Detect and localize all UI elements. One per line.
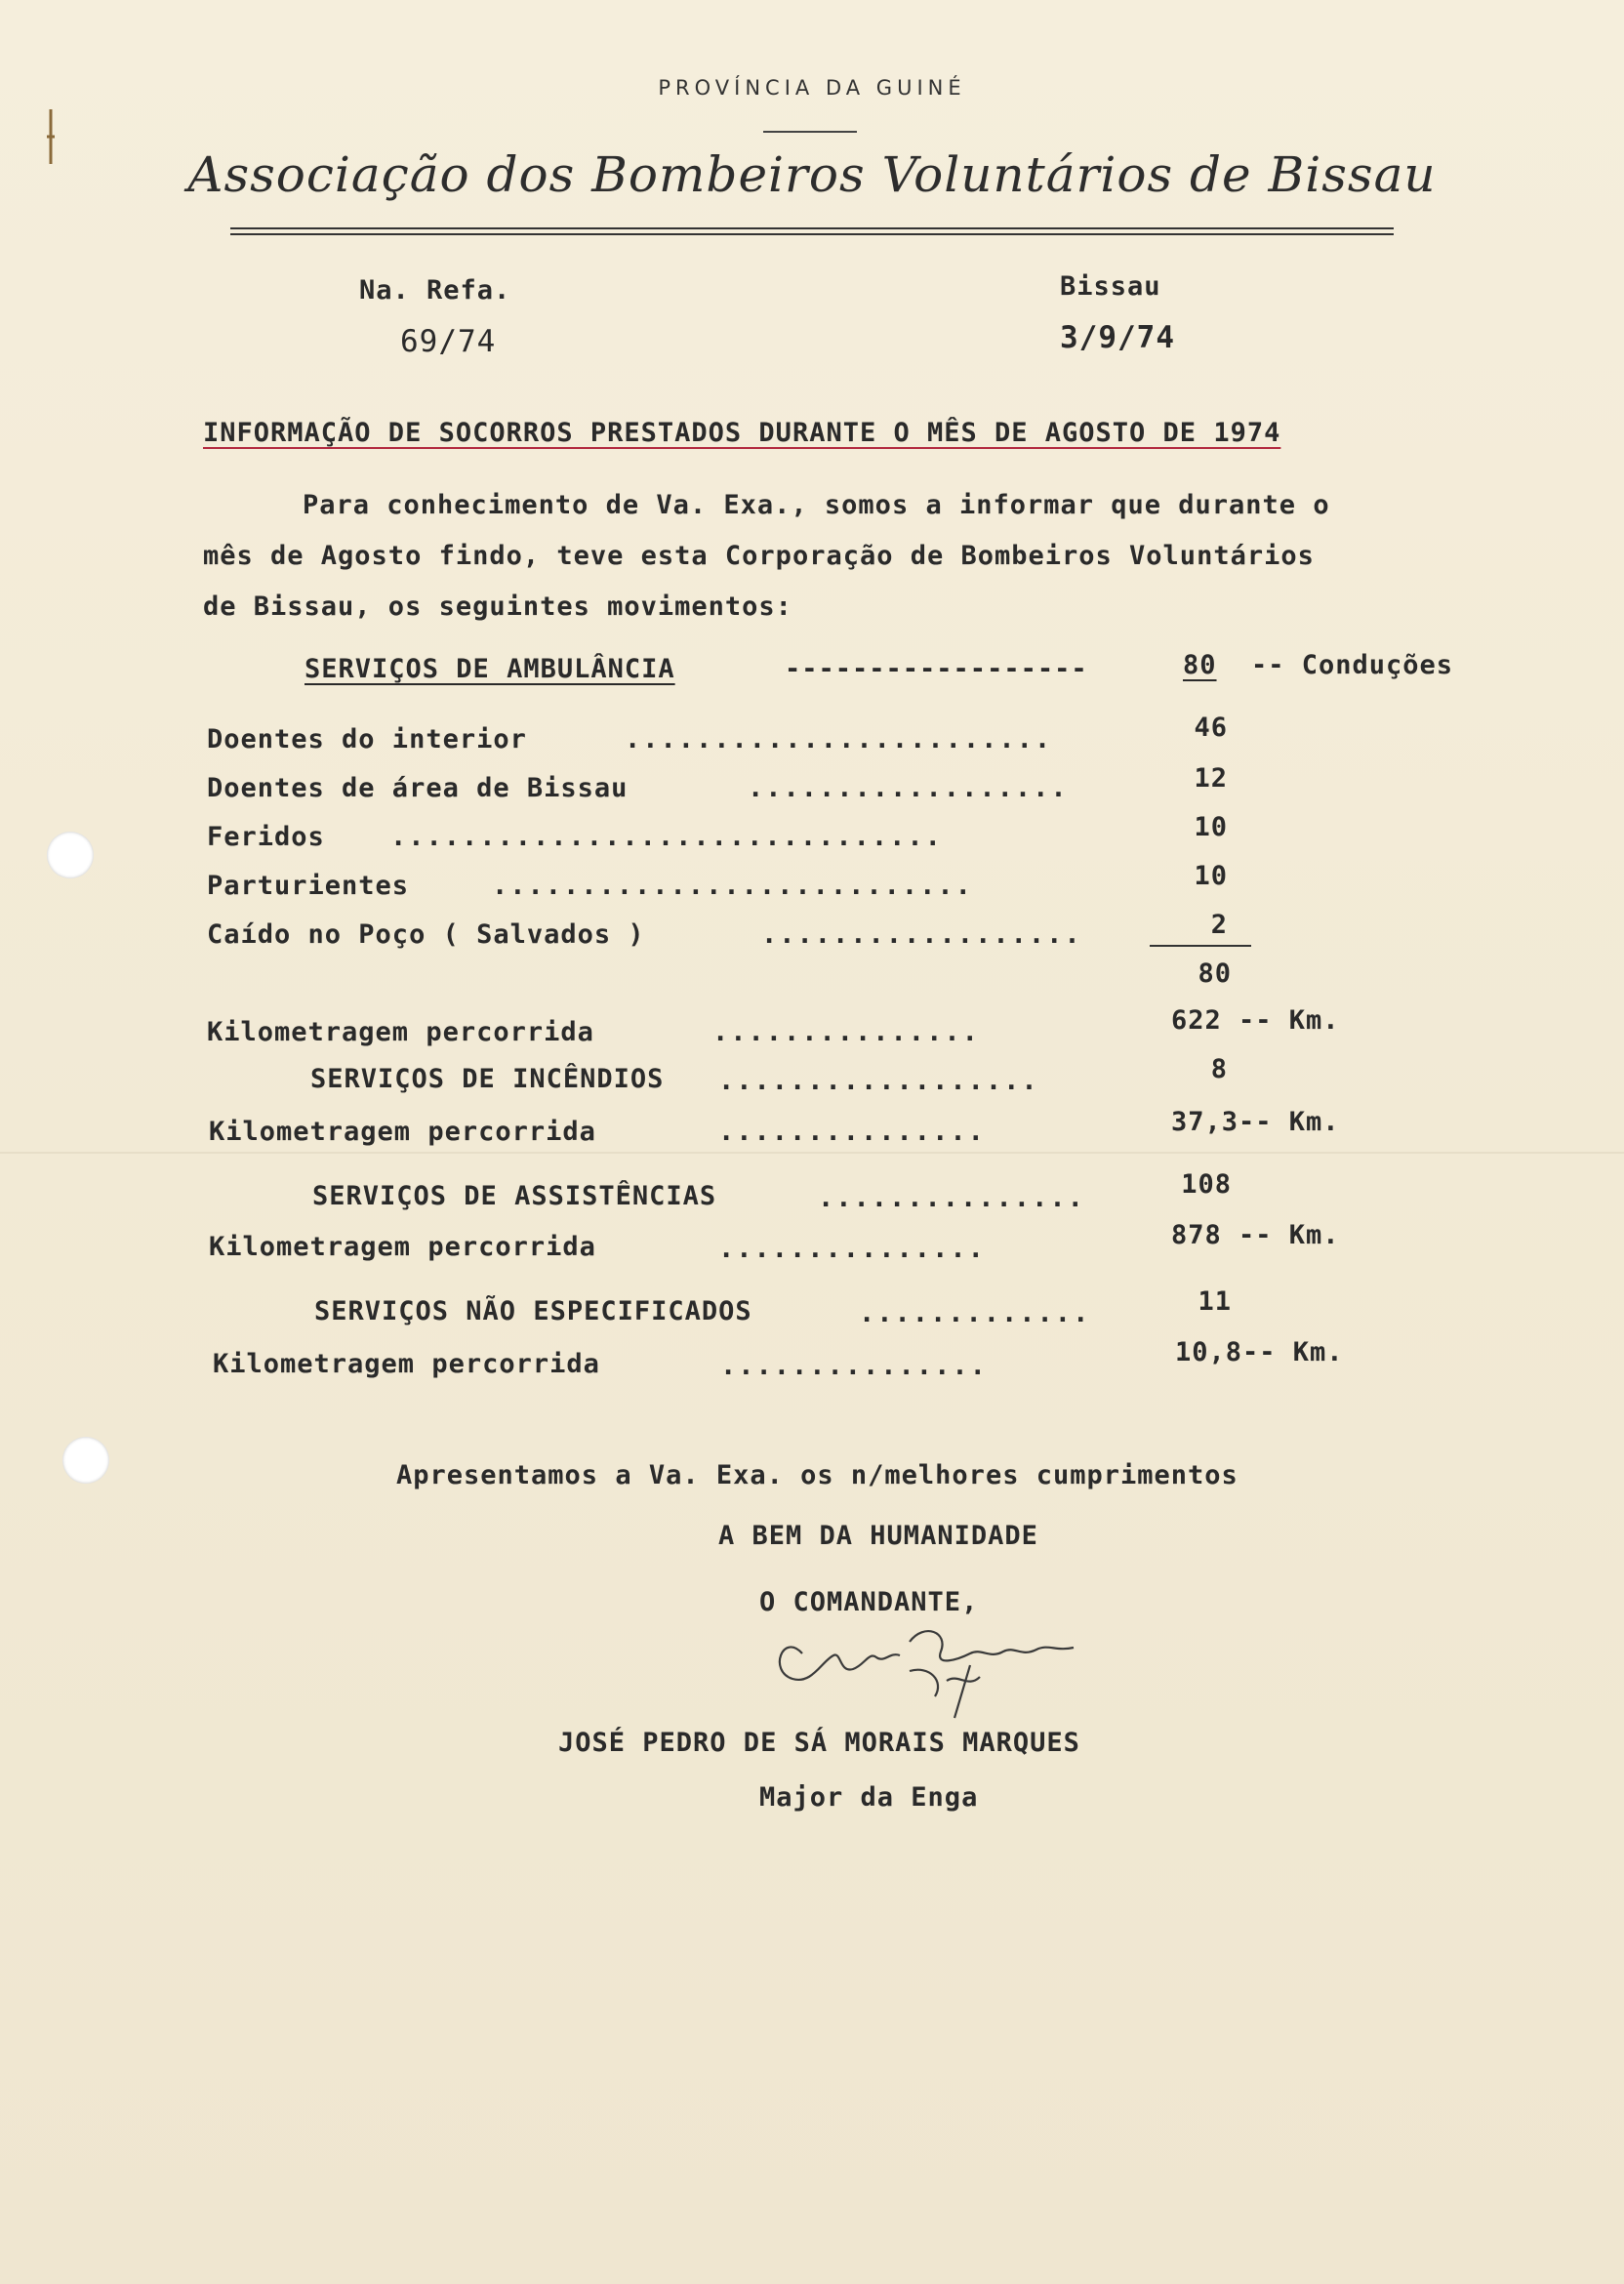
province-heading: PROVÍNCIA DA GUINÉ [658, 76, 966, 100]
assistance-value: 108 [1181, 1169, 1232, 1200]
closing-greeting: Apresentamos a Va. Exa. os n/melhores cumprimentos [396, 1460, 1238, 1490]
ambulance-item-value: 10 [1194, 812, 1228, 842]
association-letterhead: Associação dos Bombeiros Voluntários de Bissau [187, 146, 1437, 203]
closing-motto: A BEM DA HUMANIDADE [718, 1521, 1038, 1551]
leader-dots: ............. [859, 1298, 1091, 1328]
ambulance-item-label: Parturientes [207, 871, 410, 901]
km-label: Kilometragem percorrida [207, 1017, 594, 1047]
km-value: 37,3-- Km. [1171, 1107, 1340, 1137]
reference-label: Na. Refa. [359, 275, 511, 306]
letterhead-rule-bottom [230, 233, 1394, 235]
leader-dots: ............... [818, 1183, 1085, 1213]
leader-dots: ............................... [390, 822, 943, 852]
unspecified-heading: SERVIÇOS NÃO ESPECIFICADOS [314, 1296, 752, 1326]
punch-hole-lower [62, 1437, 109, 1484]
document-title: INFORMAÇÃO DE SOCORROS PRESTADOS DURANTE O MÊS DE AGOSTO DE 1974 [203, 418, 1281, 448]
leader-dots: .................. [748, 773, 1069, 803]
leader-dots: ............... [720, 1351, 988, 1381]
ambulance-item-value: 46 [1194, 713, 1228, 743]
commander-name: JOSÉ PEDRO DE SÁ MORAIS MARQUES [558, 1728, 1080, 1758]
fire-heading: SERVIÇOS DE INCÊNDIOS [310, 1064, 665, 1094]
letterhead-rule-top [230, 227, 1394, 229]
leader-dots: ............... [718, 1234, 986, 1264]
ambulance-heading: SERVIÇOS DE AMBULÂNCIA [304, 654, 675, 684]
ambulance-item-label: Feridos [207, 822, 325, 852]
paper-fold [0, 1152, 1624, 1154]
km-label: Kilometragem percorrida [209, 1117, 596, 1147]
leader-dots: .................. [761, 919, 1082, 950]
ambulance-item-value: 12 [1194, 763, 1228, 794]
ambulance-item-value: 2 [1210, 910, 1228, 940]
intro-line-3: de Bissau, os seguintes movimentos: [203, 591, 792, 622]
ambulance-item-label: Doentes de área de Bissau [207, 773, 629, 803]
ambulance-item-value: 10 [1194, 861, 1228, 891]
km-value: 622 -- Km. [1171, 1005, 1340, 1036]
ambulance-item-label: Doentes do interior [207, 724, 527, 755]
leader-dots: ............... [718, 1117, 986, 1147]
header-rule [763, 131, 857, 133]
reference-number: 69/74 [400, 324, 497, 359]
commander-rank: Major da Enga [759, 1782, 979, 1813]
km-label: Kilometragem percorrida [213, 1349, 600, 1379]
city: Bissau [1060, 271, 1161, 302]
ambulance-item-label: Caído no Poço ( Salvados ) [207, 919, 645, 950]
ambulance-unit: -- Conduções [1251, 650, 1454, 680]
handwritten-signature [763, 1612, 1095, 1720]
leader-dots: ........................... [492, 871, 973, 901]
punch-hole-upper [47, 832, 94, 878]
unspecified-value: 11 [1198, 1286, 1232, 1317]
closing-role: O COMANDANTE, [759, 1587, 979, 1617]
leader-dots: .................. [718, 1066, 1039, 1096]
intro-line-1: Para conhecimento de Va. Exa., somos a informar que durante o [303, 490, 1330, 520]
intro-line-2: mês de Agosto findo, teve esta Corporação de Bombeiros Voluntários [203, 541, 1315, 571]
document-date: 3/9/74 [1060, 320, 1175, 355]
sum-rule [1150, 945, 1251, 947]
assistance-heading: SERVIÇOS DE ASSISTÊNCIAS [312, 1181, 717, 1211]
km-value: 10,8-- Km. [1175, 1337, 1344, 1367]
km-value: 878 -- Km. [1171, 1220, 1340, 1250]
ambulance-sum: 80 [1198, 958, 1232, 989]
ambulance-dashes: ------------------ [785, 654, 1088, 684]
leader-dots: ........................ [625, 724, 1053, 755]
fire-value: 8 [1210, 1054, 1228, 1084]
leader-dots: ............... [712, 1017, 980, 1047]
ambulance-total: 80 [1183, 650, 1217, 680]
km-label: Kilometragem percorrida [209, 1232, 596, 1262]
